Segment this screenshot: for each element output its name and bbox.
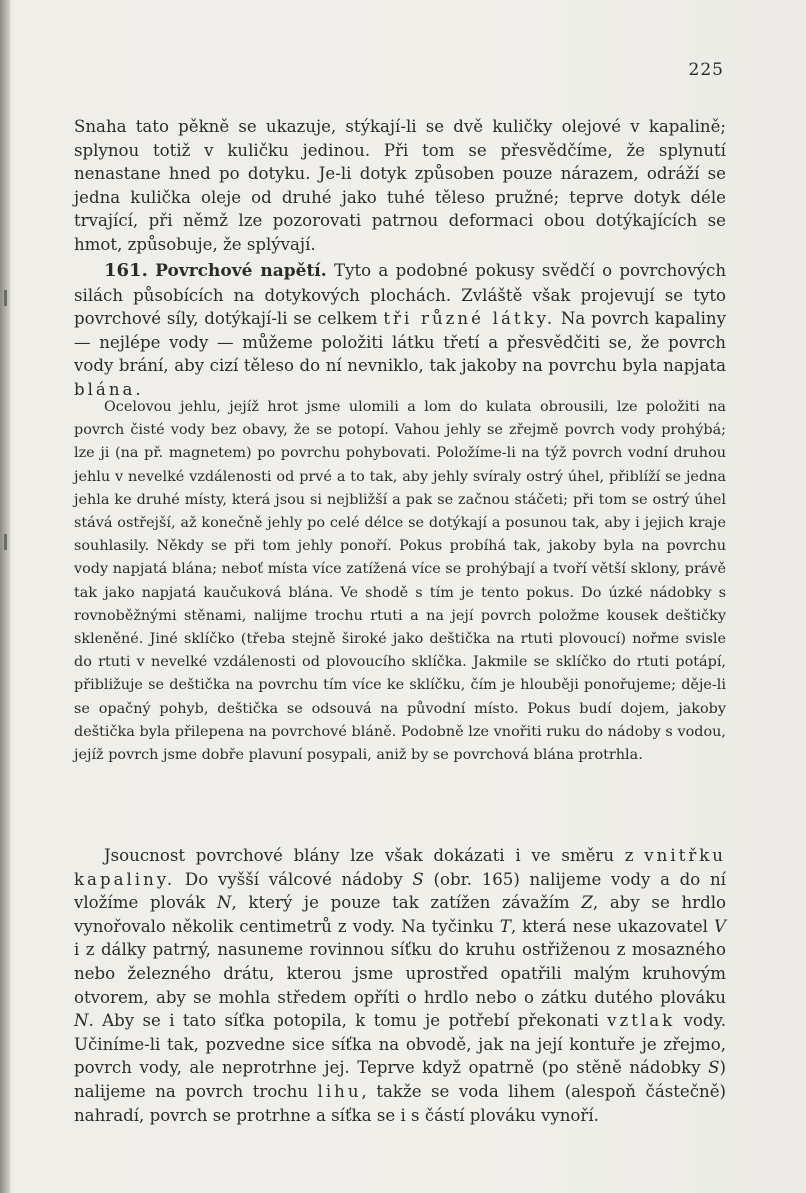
text-run: .: [135, 379, 141, 399]
text-run: Do vyšší válcové nádoby: [175, 869, 413, 889]
emphasized-text: vnitřku kapaliny.: [74, 846, 726, 889]
emphasized-text: vztlak: [607, 1011, 676, 1031]
text-run: ) nalijeme na povrch trochu: [74, 1058, 726, 1101]
text-run: vody. Učiníme-li tak, pozvedne sice síťka na obvodě, jak na její kontuře je zřejmo, povrch vody, ale neprotrhne jej. Teprve když opatrně (po stěně nádobky: [74, 1011, 726, 1078]
paragraph-text: [74, 844, 726, 1127]
text-run: Na povrch kapaliny — nejlépe vody — můžeme položiti látku třetí a přesvědčiti se, že povrch vody brání, aby cizí těleso do ní nevniklo, tak jakoby na povrchu byla napjata: [74, 309, 726, 376]
paragraph-needle-experiment: [74, 396, 726, 767]
text-run: (obr. 165) nalijeme vody a do ní vložíme plovák: [74, 869, 726, 913]
text-run: . Aby se i tato síťka potopila, k tomu je potřebí překonati: [88, 1011, 608, 1031]
text-run: , takže se voda lihem (alespoň částečně) nahradí, povrch se protrhne a síťka se i s částí plováku vynoří.: [74, 1081, 726, 1125]
variable: V: [714, 916, 726, 936]
binding-shadow: [0, 0, 10, 1193]
text-run: i z dálky patrný, nasuneme rovinnou síťku do kruhu ostřiženou z mosazného nebo železného drátu, kterou jsme uprostřed opatřili malým kruhovým otvorem, aby se mohla středem opříti o hrdlo nebo o zátku dutého plováku: [74, 940, 726, 1007]
text-run: , který je pouze tak zatížen závažím: [231, 893, 582, 913]
paragraph-oil-droplets: [74, 115, 726, 257]
paragraph-text: Ocelovou jehlu, jejíž hrot jsme ulomili a lom do kulata obrousili, lze položiti na povrch čisté vody bez obavy, že se potopí. Vahou jehly se zřejmě povrch vody prohýbá; lze ji (na př. magnetem) po povrchu pohybovati. Položíme-li na týž povrch vodní druhou jehlu v nevelké vzdálenosti od prvé a to tak, aby jehly svíraly ostrý úhel, přiblíží se jedna jehla ke druhé místy, která jsou si nejbližší a pak se začnou stáčeti; při tom se ostrý úhel stává ostřejší, až konečně jehly po celé délce se dotýkají a posunou tak, aby i jejich kraje souhlasily. Někdy se při tom jehly ponoří. Pokus probíhá tak, jakoby byla na povrchu vody napjatá blána; neboť místa více zatížená více se prohýbají a tvoří větší sklony, právě tak jako napjatá kaučuková blána. Ve shodě s tím je tento pokus. Do úzké nádobky s rovnoběžnými stěnami, nalijme trochu rtuti a na její povrch položme kousek deštičky skleněné. Jiné sklíčko (třeba stejně široké jako deštička na rtuti plovoucí) nořme svisle do rtuti v nevelké vzdálenosti od plovoucího sklíčka. Jakmile se sklíčko do rtuti potápí, přibližuje se deštička na povrchu tím více ke sklíčku, čím je hlouběji ponořujeme; děje-li se opačný pohyb, deštička se odsouvá na původní místo. Pokus budí dojem, jakoby deštička byla přilepena na povrchové bláně. Podobně lze vnořiti ruku do nádoby s vodou, jejíž povrch jsme dobře plavuní posypali, aniž by se povrchová blána protrhla.: [74, 399, 726, 764]
text-run: , která nese ukazovatel: [510, 916, 715, 936]
variable: S: [708, 1058, 720, 1078]
paragraph-text: Snaha tato pěkně se ukazuje, stýkají-li se dvě kuličky olejové v kapalině; splynou totiž v kuličku jedinou. Při tom se přesvědčíme, že splynutí nenastane hned po dotyku. Je-li dotyk způsoben pouze nárazem, odráží se jedna kulička oleje od druhé jako tuhé těleso pružné; teprve dotyk déle trvající, při němž lze pozorovati patrnou deformaci obou dotýkajících se hmot, způsobuje, že splývají.: [74, 117, 726, 254]
section-paragraph: [74, 259, 726, 402]
section-161: [74, 259, 726, 402]
variable: S: [412, 869, 424, 889]
emphasized-text: lihu: [317, 1081, 362, 1101]
text-run: Jsoucnost povrchové blány lze však dokázati i ve směru z: [104, 846, 645, 865]
section-title: Povrchové napětí.: [155, 261, 327, 281]
variable: T: [499, 916, 511, 936]
paragraph-surface-membrane: [74, 844, 726, 1127]
variable: Z: [581, 893, 593, 913]
emphasized-text: blána: [74, 379, 136, 399]
text-run: Tyto a podobné pokusy svědčí o povrchových silách působících na dotykových plochách. Zvláště však projevují se tyto povrchové síly, dotýkají-li se celkem: [74, 261, 727, 329]
margin-mark: [4, 290, 7, 306]
emphasized-text: tři různé látky.: [383, 309, 556, 329]
variable: N: [216, 893, 232, 913]
section-number: 161.: [104, 260, 148, 281]
variable: N: [74, 1011, 89, 1031]
text-run: , aby se hrdlo vynořovalo několik centimetrů z vody. Na tyčinku: [74, 893, 726, 936]
page-number: 225: [688, 60, 724, 80]
margin-mark: [4, 534, 7, 550]
